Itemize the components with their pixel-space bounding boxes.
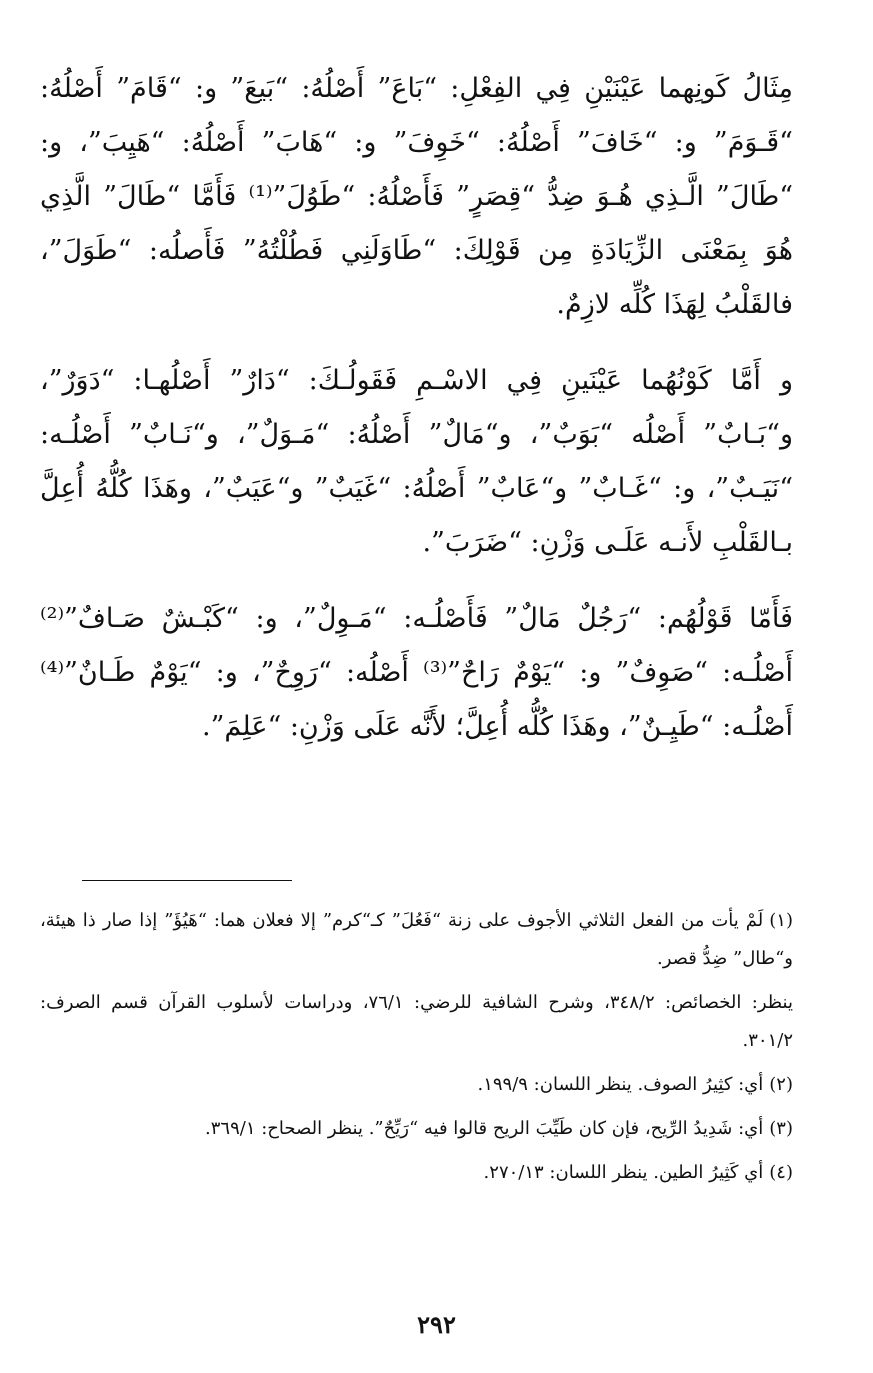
- footnote-text: أي: كثِيرُ الصوف. ينظر اللسان: ١٩٩/٩.: [477, 1074, 764, 1095]
- footnote-text: أي: شَدِيدُ الرِّيح، فإن كان طَيِّبَ الريح قالوا فيه “رَيِّحٌ”. ينظر الصحاح: ٣٦٩/١.: [205, 1118, 764, 1139]
- main-text-block: [40, 62, 793, 754]
- footnote-text: ينظر: الخصائص: ٣٤٨/٢، وشرح الشافية للرضي: ٧٦/١، ودراسات لأسلوب القرآن قسم الصرف: ٣٠١/٢.: [40, 992, 793, 1051]
- footnote-2: [40, 1066, 793, 1104]
- footnote-3: [40, 1110, 793, 1148]
- paragraph-adjective-examples: فَأَمّا قَوْلُهُم: “رَجُلٌ مَالٌ” فَأَصْلُـه: “مَـوِلٌ”، و: “كَبْـشٌ صَـافٌ”⁽²⁾ أَصْلُـه: “صَوِفٌ” و: “يَوْمٌ رَاحٌ”⁽³⁾ أَصْلُه: “رَوِحٌ”، و: “يَوْمٌ طَـانٌ”⁽⁴⁾ أَصْلُـه: “طَيِـنٌ”، وهَذَا كُلُّه أُعِلَّ؛ لأَنَّه عَلَى وَزْنِ: “عَلِمَ”.: [40, 603, 793, 742]
- footnote-number: (٢): [769, 1074, 793, 1095]
- footnote-text: لَمْ يأت من الفعل الثلاثي الأجوف على زنة “فَعُلَ” كـ“كرم” إلا فعلان هما: “هَيُؤَ” إذا صار ذا هيئة، و“طال” ضِدُّ قصر.: [40, 910, 793, 969]
- footnote-separator: [82, 880, 292, 881]
- footnotes-block: [40, 902, 793, 1198]
- footnote-1-references: [40, 984, 793, 1060]
- page-number: ٢٩٢: [417, 1310, 456, 1339]
- footnote-number: (٣): [769, 1118, 793, 1139]
- paragraph-noun-examples: و أَمَّا كَوْنُهُما عَيْنَينِ فِي الاسْـمِ فَقَولُـكَ: “دَارٌ” أَصْلُهـا: “دَوَرٌ”، و“بَـابٌ” أَصْلُه “بَوَبٌ”، و“مَالٌ” أَصْلُهُ: “مَـوَلٌ”، و“نَـابٌ” أَصْلُـه: “نَيَـبٌ”، و: “غَـابٌ” و“عَابٌ” أَصْلُهُ: “غَيَبٌ” و“عَيَبٌ”، وهَذَا كُلُّهُ أُعِلَّ بـالقَلْبِ لأَنـه عَلَـى وَزْنِ: “ضَرَبَ”.: [40, 365, 793, 558]
- footnote-number: (١): [769, 910, 793, 931]
- footnote-text: أي كَثِيرُ الطين. ينظر اللسان: ٢٧٠/١٣.: [483, 1162, 764, 1183]
- footnote-1: [40, 902, 793, 978]
- footnote-number: (٤): [769, 1162, 793, 1183]
- footnote-4: [40, 1154, 793, 1192]
- paragraph-verb-examples: مِثَالُ كَونِهما عَيْنَيْنِ فِي الفِعْلِ: “بَاعَ” أَصْلُهُ: “بَيعَ” و: “قَامَ” أَصْلُهُ: “قَـوَمَ” و: “خَافَ” أَصْلُهُ: “خَوِفَ” و: “هَابَ” أَصْلُهُ: “هَيِبَ”، و: “طَالَ” الَّـذِي هُـوَ ضِدُّ “قِصَرٍ” فَأَصْلُهُ: “طَوُلَ”⁽¹⁾ فَأَمَّا “طَالَ” الَّذِي هُوَ بِمَعْنَى الزِّيَادَةِ مِن قَوْلِكَ: “طَاوَلَنِي فَطُلْتُهُ” فَأَصلُه: “طَوَلَ”، فالقَلْبُ لِهَذَا كُلِّه لازِمٌ.: [40, 73, 793, 320]
